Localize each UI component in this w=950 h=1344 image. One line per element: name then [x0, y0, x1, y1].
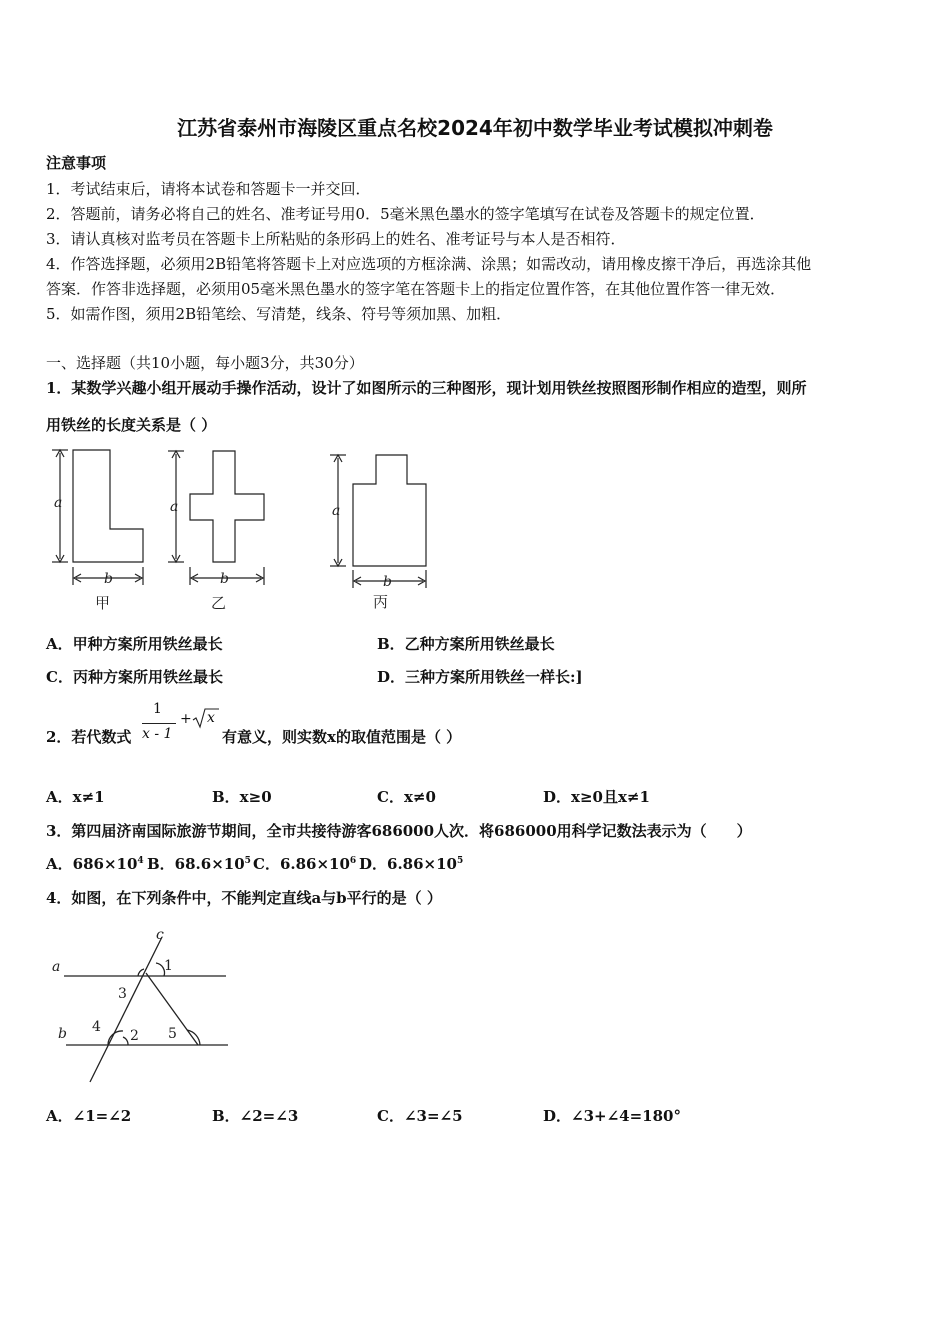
- q2-option-b[interactable]: B．x≥0: [212, 788, 272, 806]
- fig1-label-a-yi: a: [170, 499, 179, 515]
- q3-option-b[interactable]: B．$68.6\times 10^5$: [147, 855, 251, 873]
- q3-option-c[interactable]: C．$6.86\times 10^6$: [253, 855, 357, 873]
- q3-option-d[interactable]: D．$6.86\times 10^5$: [359, 855, 464, 873]
- fig1-label-a-jia: a: [54, 495, 63, 511]
- q4-label-a: a: [52, 959, 61, 975]
- q4-text: 4．如图，在下列条件中，不能判定直线a与b平行的是（ ）: [46, 889, 442, 907]
- q1-option-d[interactable]: D．三种方案所用铁丝一样长:]: [377, 668, 583, 686]
- fig1-caption-yi: 乙: [211, 594, 227, 612]
- q4-label-1: 1: [164, 958, 173, 974]
- q4-label-4: 4: [92, 1019, 101, 1035]
- fig1-label-b-bing: b: [383, 574, 392, 590]
- q1-figure: [40, 445, 440, 620]
- q2-plus-sign: +: [180, 711, 192, 727]
- q4-figure: [48, 925, 238, 1085]
- notice-item-3: 3．请认真核对监考员在答题卡上所粘贴的条形码上的姓名、准考证号与本人是否相符．: [46, 230, 626, 248]
- q3-text: 3．第四届济南国际旅游节期间，全市共接待游客686000人次．将686000用科学记数法表示为（ ）: [46, 822, 752, 840]
- fig1-label-b-jia: b: [104, 571, 113, 587]
- q3-option-a[interactable]: A．$686\times 10^4$: [46, 855, 144, 873]
- fig1-caption-bing: 丙: [373, 593, 389, 611]
- q2-fraction-bar: [142, 723, 176, 724]
- q4-option-a[interactable]: A．∠1=∠2: [46, 1107, 132, 1125]
- q4-option-c[interactable]: C．∠3=∠5: [377, 1107, 463, 1125]
- q2-text-suffix: 有意义，则实数x的取值范围是（ ）: [222, 728, 462, 746]
- q1-option-a[interactable]: A．甲种方案所用铁丝最长: [46, 635, 223, 653]
- notice-item-5: 5．如需作图，须用2B铅笔绘、写清楚，线条、符号等须加黑、加粗．: [46, 305, 512, 323]
- q2-text-prefix: 2．若代数式: [46, 728, 132, 746]
- q2-option-d[interactable]: D．x≥0且x≠1: [543, 788, 650, 806]
- page-title: 江苏省泰州市海陵区重点名校2024年初中数学毕业考试模拟冲刺卷: [177, 116, 773, 140]
- q4-label-2: 2: [130, 1028, 139, 1044]
- notice-item-4: 4．作答选择题，必须用2B铅笔将答题卡上对应选项的方框涂满、涂黑；如需改动，请用橡皮擦干净后，再选涂其他: [46, 255, 812, 273]
- q4-label-b: b: [58, 1026, 67, 1042]
- q4-option-b[interactable]: B．∠2=∠3: [212, 1107, 299, 1125]
- q2-sqrt-x: x: [207, 710, 215, 726]
- q1-text-line2: 用铁丝的长度关系是（ ）: [46, 416, 217, 434]
- notice-item-2: 2．答题前，请务必将自己的姓名、准考证号用0．5毫米黑色墨水的签字笔填写在试卷及答题卡的规定位置．: [46, 205, 765, 223]
- section-heading: 一、选择题（共10小题，每小题3分，共30分）: [46, 354, 364, 372]
- q1-option-b[interactable]: B．乙种方案所用铁丝最长: [377, 635, 555, 653]
- q2-fraction-numerator: 1: [153, 701, 162, 717]
- fig1-label-b-yi: b: [220, 571, 229, 587]
- fig1-caption-jia: 甲: [95, 594, 111, 612]
- q4-option-d[interactable]: D．∠3+∠4=180°: [543, 1107, 681, 1125]
- notice-heading: 注意事项: [46, 154, 107, 172]
- q4-label-3: 3: [118, 986, 127, 1002]
- notice-item-1: 1．考试结束后，请将本试卷和答题卡一并交回．: [46, 180, 371, 198]
- fig1-label-a-bing: a: [332, 503, 341, 519]
- q2-option-a[interactable]: A．x≠1: [46, 788, 105, 806]
- q2-fraction-denominator: x - 1: [142, 726, 173, 742]
- q2-sqrt-sign: [193, 707, 219, 729]
- q1-option-c[interactable]: C．丙种方案所用铁丝最长: [46, 668, 223, 686]
- notice-item-4-cont: 答案．作答非选择题，必须用05毫米黑色墨水的签字笔在答题卡上的指定位置作答，在其他位置作答一律无效．: [46, 280, 786, 298]
- q1-text-line1: 1．某数学兴趣小组开展动手操作活动，设计了如图所示的三种图形，现计划用铁丝按照图形制作相应的造型，则所: [46, 379, 807, 397]
- q2-option-c[interactable]: C．x≠0: [377, 788, 436, 806]
- q4-label-5: 5: [168, 1026, 177, 1042]
- q4-label-c: c: [156, 927, 164, 943]
